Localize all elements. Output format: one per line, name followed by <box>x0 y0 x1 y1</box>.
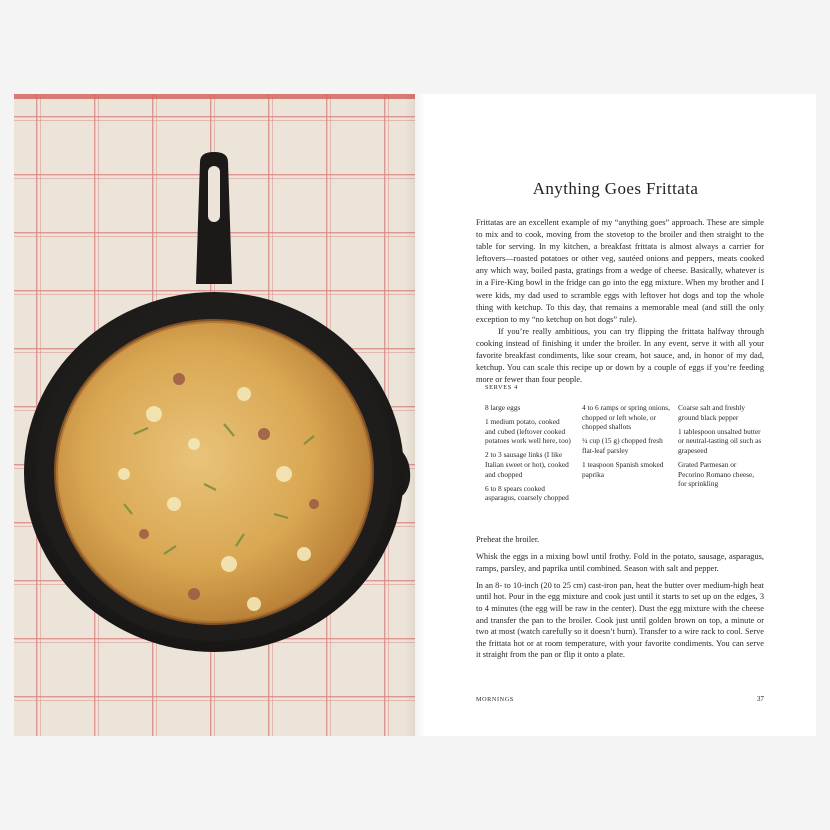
ingredients-column-2 <box>582 403 670 484</box>
step-paragraph: Preheat the broiler. <box>476 535 540 544</box>
running-footer-section: MORNINGS <box>476 696 514 703</box>
ingredients-column-1 <box>485 403 571 507</box>
ingredient-item: 2 to 3 sausage links (I like Italian sweet or hot), cooked and chopped <box>485 450 569 479</box>
ingredient-item: 8 large eggs <box>485 403 521 412</box>
frittata-skillet-illustration <box>14 94 415 736</box>
recipe-page <box>415 94 816 736</box>
ingredient-item: 1 teaspoon Spanish smoked paprika <box>582 459 664 479</box>
ingredient-item: 6 to 8 spears cooked asparagus, coarsely chopped <box>485 483 569 503</box>
recipe-steps <box>476 534 764 666</box>
frittata-photo <box>14 94 415 736</box>
intro-paragraph: If you’re really ambitious, you can try flipping the frittata halfway through cooking instead of finishing it under the broiler. In any event, serve it with all your favorite breakfast condiments, like sour cream, hot sauce, and, in honor of my dad, ketchup. You can scale this recipe up or down by a couple of eggs if you’re feeding more or fewer than four people. <box>476 326 764 385</box>
ingredient-item: 1 tablespoon unsalted butter or neutral-tasting oil such as grapeseed <box>678 426 762 455</box>
recipe-intro <box>476 217 764 386</box>
recipe-title: Anything Goes Frittata <box>532 179 699 198</box>
ingredient-item: ¼ cup (15 g) chopped fresh flat-leaf parsley <box>582 436 663 455</box>
step-paragraph: Whisk the eggs in a mixing bowl until frothy. Fold in the potato, sausage, asparagus, ramps, parsley, and paprika until combined. Season with salt and pepper. <box>476 552 764 573</box>
ingredient-item: Coarse salt and freshly ground black pepper <box>678 403 746 422</box>
page-number: 37 <box>756 695 764 703</box>
book-spread <box>14 94 816 736</box>
ingredients-column-3 <box>678 403 764 493</box>
ingredient-item: 4 to 6 ramps or spring onions, chopped or left whole, or chopped shallots <box>582 403 670 432</box>
intro-paragraph: Frittatas are an excellent example of my “anything goes” approach. These are simple to mix and to cook, moving from the stovetop to the broiler and then straight to the table for serving. In my kitchen, a breakfast frittata is almost always a carrier for leftovers—roasted potatoes or other veg, sautéed onions and peppers, meats cooked any which way, boiled pasta, gratings from a wedge of cheese. Basically, whatever is in a Fire-King bowl in the fridge can go into the egg mixture. When my brother and I were kids, my dad used to scramble eggs with leftover hot dogs and top the whole thing with ketchup. To this day, that remains a memorable meal (and still the only exception to my “no ketchup on hot dogs” rule). <box>476 218 764 324</box>
ingredient-item: Grated Parmesan or Pecorino Romano cheese, for sprinkling <box>678 459 755 489</box>
step-paragraph: In an 8- to 10-inch (20 to 25 cm) cast-iron pan, heat the butter over medium-high heat until hot. Pour in the egg mixture and cook just until it starts to set up on the edges, 3 to 4 minutes (the egg will be raw in the center). Dust the egg mixture with the cheese and transfer the pan to the broiler. Cook just until golden brown on top, a minute or two at most (watch carefully so it doesn’t burn). Transfer to a wire rack to cool. Serve the frittata hot or at room temperature, with your favorite condiments. You can serve it straight from the pan or flip it onto a plate. <box>476 580 764 660</box>
serves-label: SERVES 4 <box>485 384 518 391</box>
ingredient-item: 1 medium potato, cooked and cubed (leftover cooked potatoes work well here, too) <box>485 417 571 446</box>
